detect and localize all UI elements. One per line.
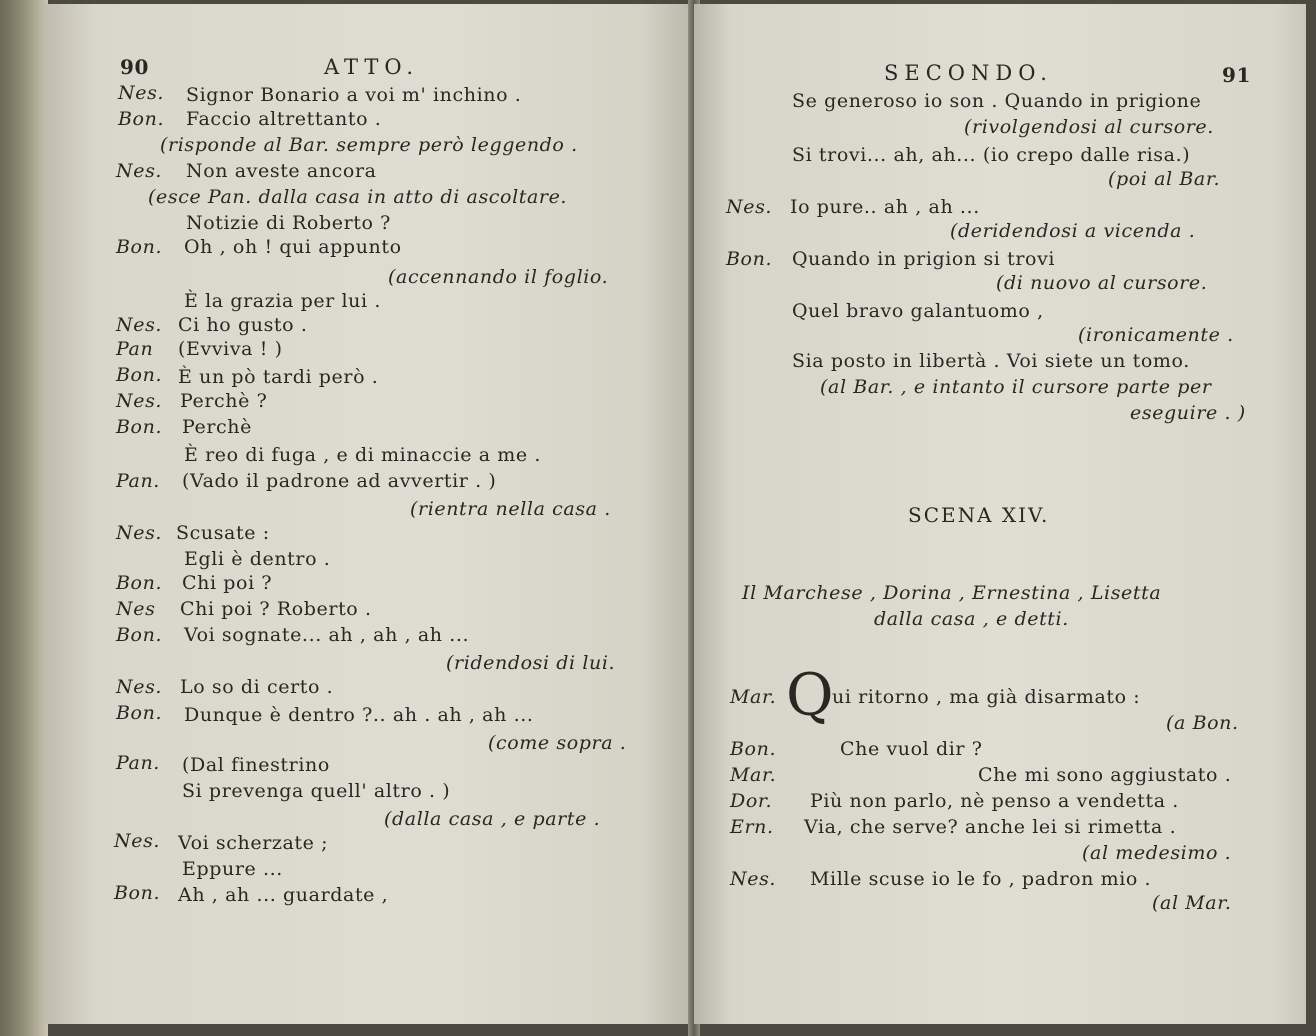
stage-direction: (al medesimo . [1082,842,1232,864]
speaker: Bon. [118,108,165,130]
verse-line: È un pò tardi però . [178,366,379,388]
speaker: Bon. [116,702,163,724]
scene-title: SCENA XIV. [908,503,1050,527]
stage-direction: (al Mar. [1152,892,1232,914]
speaker: Nes. [116,676,163,698]
verse-line: Se generoso io son . Quando in prigione [792,90,1202,112]
stage-direction: (ironicamente . [1078,324,1234,346]
speaker: Bon. [116,364,163,386]
speaker: Nes. [730,868,777,890]
stage-direction: (dalla casa , e parte . [384,808,601,830]
verse-line: Si trovi... ah, ah... (io crepo dalle risa.) [792,144,1191,166]
speaker: Nes. [726,196,773,218]
verse-line: Egli è dentro . [184,548,331,570]
verse-line: È la grazia per lui . [184,290,381,312]
verse-line: Quando in prigion si trovi [792,248,1056,270]
stage-direction: (rivolgendosi al cursore. [964,116,1214,138]
stage-direction: (ridendosi di lui. [446,652,616,674]
speaker: Pan. [116,470,160,492]
speaker: Nes. [116,314,163,336]
verse-line: Oh , oh ! qui appunto [184,236,402,258]
verse-line: Non aveste ancora [186,160,377,182]
verse-line: Signor Bonario a voi m' inchino . [186,84,522,106]
left-page-header: ATTO. [324,55,420,79]
stage-direction: (rientra nella casa . [410,498,611,520]
stage-direction: (al Bar. , e intanto il cursore parte per [820,376,1212,398]
stage-direction: (risponde al Bar. sempre però leggendo . [160,134,578,156]
scene-cast: dalla casa , e detti. [874,608,1069,630]
stage-direction: (esce Pan. dalla casa in atto di ascoltare. [148,186,568,208]
drop-cap: Q [786,661,834,729]
verse-line: Dunque è dentro ?.. ah . ah , ah ... [184,704,534,726]
verse-line: (Evviva ! ) [178,338,283,360]
stage-direction: (poi al Bar. [1108,168,1221,190]
verse-line: Più non parlo, nè penso a vendetta . [810,790,1179,812]
stage-direction: (come sopra . [488,732,627,754]
verse-line: È reo di fuga , e di minaccie a me . [184,444,542,466]
verse-line: Chi poi ? Roberto . [180,598,372,620]
verse-line: Scusate : [176,522,270,544]
speaker: Bon. [730,738,777,760]
speaker: Bon. [726,248,773,270]
speaker: Nes. [116,390,163,412]
speaker: Nes. [118,82,165,104]
verse-line: Mille scuse io le fo , padron mio . [810,868,1152,890]
speaker: Bon. [114,882,161,904]
speaker: Bon. [116,236,163,258]
stage-direction: (di nuovo al cursore. [996,272,1208,294]
left-page-number: 90 [120,55,150,79]
verse-line: Perchè ? [180,390,268,412]
right-page-number: 91 [1222,63,1252,87]
verse-line: Chi poi ? [182,572,273,594]
verse-line: Voi scherzate ; [178,832,329,854]
verse-line: Eppure ... [182,858,283,880]
verse-line: ui ritorno , ma già disarmato : [832,686,1141,708]
verse-line: Notizie di Roberto ? [186,212,391,234]
speaker: Nes. [114,830,161,852]
verse-line: Io pure.. ah , ah ... [790,196,980,218]
book-cover-edge [0,0,48,1036]
speaker: Nes. [116,160,163,182]
verse-line: (Vado il padrone ad avvertir . ) [182,470,497,492]
verse-line: Quel bravo galantuomo , [792,300,1044,322]
left-page [44,4,694,1024]
verse-line: Faccio altrettanto . [186,108,382,130]
scene-cast: Il Marchese , Dorina , Ernestina , Lisetta [742,582,1162,604]
speaker: Dor. [730,790,773,812]
stage-direction: (accennando il foglio. [388,266,609,288]
verse-line: Perchè [182,416,252,438]
right-page-header: SECONDO. [884,61,1053,85]
speaker: Nes [116,598,156,620]
verse-line: Via, che serve? anche lei si rimetta . [804,816,1177,838]
verse-line: Ci ho gusto . [178,314,308,336]
stage-direction: (deridendosi a vicenda . [950,220,1196,242]
speaker: Mar. [730,686,777,708]
verse-line: Voi sognate... ah , ah , ah ... [184,624,470,646]
verse-line: Ah , ah ... guardate , [178,884,389,906]
right-page [694,4,1306,1024]
speaker: Bon. [116,624,163,646]
stage-direction: (a Bon. [1166,712,1239,734]
speaker: Mar. [730,764,777,786]
speaker: Nes. [116,522,163,544]
verse-line: Si prevenga quell' altro . ) [182,780,451,802]
verse-line: Che mi sono aggiustato . [978,764,1232,786]
verse-line: (Dal finestrino [182,754,330,776]
stage-direction: eseguire . ) [1130,402,1246,424]
verse-line: Sia posto in libertà . Voi siete un tomo. [792,350,1190,372]
verse-line: Che vuol dir ? [840,738,983,760]
speaker: Pan [116,338,154,360]
speaker: Ern. [730,816,774,838]
verse-line: Lo so di certo . [180,676,334,698]
speaker: Bon. [116,416,163,438]
speaker: Pan. [116,752,160,774]
speaker: Bon. [116,572,163,594]
